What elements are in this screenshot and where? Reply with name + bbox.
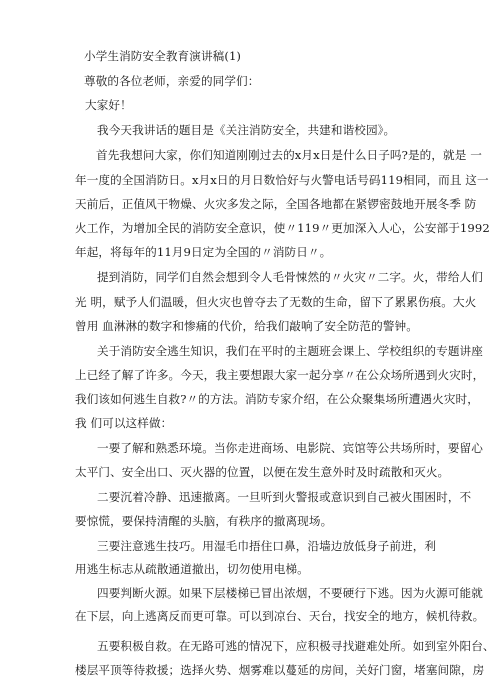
body-line: 年起，将每年的11月9日定为全国的〃消防日〃。 [75,245,332,259]
body-line: 二要沉着冷静、迅速撤离。一旦听到火警报或意识到自己被火围困时，不 [97,490,472,504]
body-line: 光 明，赋予人们温暖，但火灾也曾夺去了无数的生命，留下了累累伤痕。大火 [75,295,477,309]
body-line: 关于消防安全逃生知识，我们在平时的主题班会课上、学校组织的专题讲座 [97,344,483,358]
body-line: 天前后，正值风干物燥、火灾多发之际，全国各地都在紧锣密鼓地开展冬季 防 [75,197,477,211]
body-line: 要惊慌，要保持清醒的头脑，有秩序的撤离现场。 [75,514,333,528]
salutation: 尊敬的各位老师，亲爱的同学们： [84,74,260,88]
body-line: 火工作，为增加全民的消防安全意识，使〃119〃更加深入人心，公安部于1992 [75,221,490,235]
body-line: 首先我想问大家，你们知道刚刚过去的x月x日是什么日子吗?是的，就是 一 [96,148,482,162]
body-line: 四要判断火源。如果下层楼梯已冒出浓烟，不要硬行下逃。因为火源可能就 [97,586,483,600]
greeting: 大家好！ [85,98,132,112]
body-line: 三要注意逃生技巧。用湿毛巾捂住口鼻，沿墙边放低身子前进，利 [97,539,437,553]
body-line: 我今天我讲话的题目是《关注消防安全，共建和谐校园》。 [97,123,396,137]
body-line: 用逃生标志从疏散通道撤出，切勿使用电梯。 [75,562,309,576]
body-line: 年一度的全国消防日。x月x日的月日数恰好与火警电话号码119相同，而且 这一 [75,173,489,187]
body-line: 楼层平顶等待救援；选择火势、烟雾难以蔓延的房间，关好门窗，堵塞间隙，房 [75,663,485,677]
body-line: 一要了解和熟悉环境。当你走进商场、电影院、宾馆等公共场所时，要留心 [97,441,483,455]
body-line: 我们该如何逃生自救?〃的方法。消防专家介绍，在公众聚集场所遭遇火灾时， [75,392,479,406]
body-line: 在下层，向上逃离反而更可靠。可以到凉台、天台，找安全的地方，候机待救。 [75,609,485,623]
document-title: 小学生消防安全教育演讲稿(1) [84,49,242,63]
body-line: 曾用 血淋淋的数字和惨痛的代价，给我们敲响了安全防范的警钟。 [75,319,418,333]
body-line: 太平门、安全出口、灭火器的位置，以便在发生意外时及时疏散和灭火。 [75,465,450,479]
body-line: 我 们可以这样做： [75,416,173,430]
body-line: 上已经了解了许多。今天，我主要想跟大家一起分享〃在公众场所遇到火灾时， [75,368,485,382]
body-line: 五要积极自救。在无路可逃的情况下，应积极寻找避难处所。如到室外阳台、 [97,639,495,653]
body-line: 提到消防，同学们自然会想到令人毛骨悚然的〃火灾〃二字。火，带给人们 [97,270,483,284]
